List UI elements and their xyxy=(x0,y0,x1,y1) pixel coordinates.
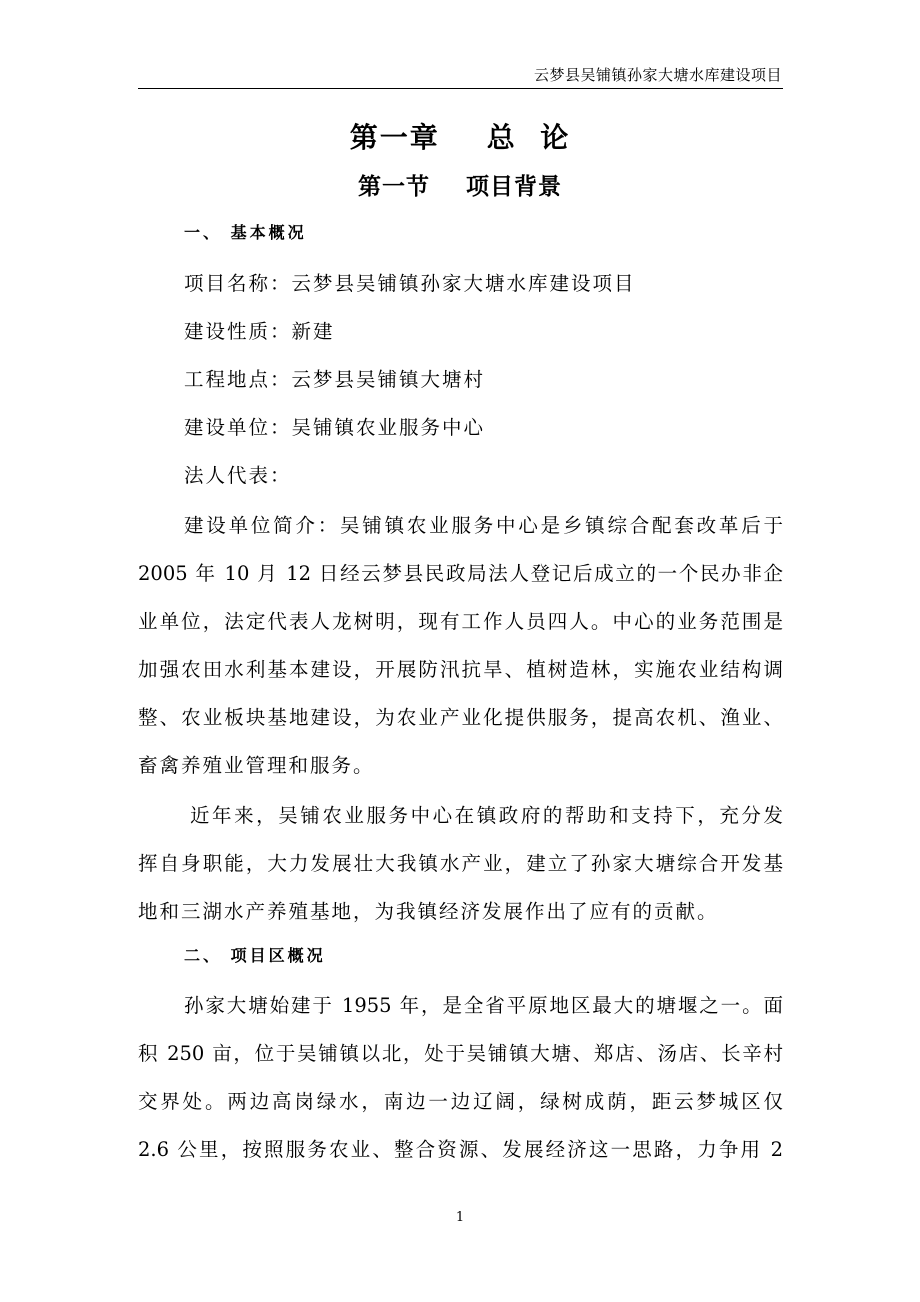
running-header-title: 云梦县吴铺镇孙家大塘水库建设项目 xyxy=(533,66,782,84)
paragraph-line: 挥自身职能，大力发展壮大我镇水产业，建立了孙家大塘综合开发基 xyxy=(138,852,783,875)
paragraph-line: 近年来，吴铺农业服务中心在镇政府的帮助和支持下，充分发 xyxy=(190,804,783,827)
subheading-basic-overview: 一、 基本概况 xyxy=(184,223,307,242)
chapter-title: 第一章 总 论 xyxy=(349,121,571,154)
paragraph-line: 整、农业板块基地建设，为农业产业化提供服务，提高农机、渔业、 xyxy=(138,706,783,729)
paragraph-line: 2005 年 10 月 12 日经云梦县民政局法人登记后成立的一个民办非企 xyxy=(138,562,783,585)
paragraph-line: 2.6 公里，按照服务农业、整合资源、发展经济这一思路，力争用 2 xyxy=(138,1138,783,1161)
paragraph-line: 建设单位简介：吴铺镇农业服务中心是乡镇综合配套改革后于 xyxy=(184,514,783,537)
header-divider xyxy=(138,88,783,89)
field-project-location: 工程地点：云梦县吴铺镇大塘村 xyxy=(184,368,486,391)
paragraph-line: 交界处。两边高岗绿水，南边一边辽阔，绿树成荫，距云梦城区仅 xyxy=(138,1090,783,1113)
paragraph-line: 加强农田水利基本建设，开展防汛抗旱、植树造林，实施农业结构调 xyxy=(138,658,783,681)
field-project-name: 项目名称：云梦县吴铺镇孙家大塘水库建设项目 xyxy=(184,272,636,295)
paragraph-line: 地和三湖水产养殖基地，为我镇经济发展作出了应有的贡献。 xyxy=(138,900,719,923)
field-construction-unit: 建设单位：吴铺镇农业服务中心 xyxy=(184,416,486,439)
page-number: 1 xyxy=(455,1210,465,1225)
subheading-project-area-overview: 二、 项目区概况 xyxy=(184,946,326,965)
paragraph-line: 畜禽养殖业管理和服务。 xyxy=(138,754,375,777)
field-legal-representative: 法人代表： xyxy=(184,464,292,487)
paragraph-line: 孙家大塘始建于 1955 年，是全省平原地区最大的塘堰之一。面 xyxy=(184,994,783,1017)
field-construction-nature: 建设性质：新建 xyxy=(184,320,335,343)
paragraph-line: 业单位，法定代表人龙树明，现有工作人员四人。中心的业务范围是 xyxy=(138,610,783,633)
section-title: 第一节 项目背景 xyxy=(357,173,563,200)
paragraph-line: 积 250 亩，位于吴铺镇以北，处于吴铺镇大塘、郑店、汤店、长辛村 xyxy=(138,1042,783,1065)
